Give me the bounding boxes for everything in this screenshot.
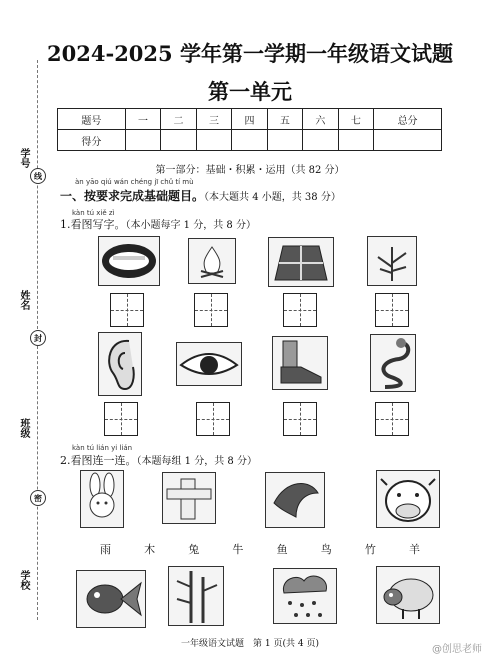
name-label: 姓名: [18, 290, 29, 310]
part1-heading: 第一部分：基础・积累・运用（共 82 分）: [155, 165, 345, 176]
sub1-title: [60, 216, 256, 232]
score-header-row: [58, 109, 442, 130]
writing-grid[interactable]: [375, 402, 409, 436]
char-option[interactable]: 木: [144, 543, 156, 556]
bird-picture: [265, 472, 325, 528]
page-footer: 一年级语文试题 第 1 页(共 4 页): [181, 639, 319, 649]
q1-pinyin: àn yāo qiú wán chéng jī chǔ tí mù: [75, 178, 194, 186]
score-cell: 五: [267, 109, 302, 130]
class-label: 班级: [18, 418, 29, 438]
unit-title: 第一单元: [208, 79, 292, 104]
score-cell: 六: [303, 109, 338, 130]
score-input-cell[interactable]: [196, 130, 231, 151]
grain-picture: [367, 236, 417, 286]
sub2-title-text: 2.看图连一连。: [60, 454, 137, 467]
writing-grid[interactable]: [283, 402, 317, 436]
sheep-picture: [376, 566, 440, 624]
score-input-cell[interactable]: [161, 130, 196, 151]
sub1-note: （本小题每字 1 分，共 8 分）: [125, 220, 256, 231]
score-cell: 四: [232, 109, 267, 130]
field-picture: [268, 237, 334, 287]
writing-grid[interactable]: [375, 293, 409, 327]
q1-title-text: 一、按要求完成基础题目。: [60, 189, 205, 203]
char-option[interactable]: 兔: [188, 543, 200, 556]
score-input-cell[interactable]: [232, 130, 267, 151]
char-option[interactable]: 雨: [100, 543, 111, 556]
sub2-title: [60, 452, 257, 468]
score-cell: 题号: [58, 109, 126, 130]
seal-feng: 封: [30, 330, 46, 346]
score-input-cell[interactable]: [338, 130, 373, 151]
writing-grid[interactable]: [110, 293, 144, 327]
writing-grid[interactable]: [196, 402, 230, 436]
q1-note: （本大题共 4 小题，共 38 分）: [204, 192, 341, 203]
score-cell: 七: [338, 109, 373, 130]
foot-picture: [272, 336, 328, 390]
q1-title: [60, 187, 341, 204]
score-input-cell[interactable]: [374, 130, 442, 151]
score-input-cell[interactable]: [267, 130, 302, 151]
sub2-pinyin: kàn tú lián yi lián: [72, 444, 133, 452]
sub2-note: （本题每组 1 分，共 8 分）: [136, 456, 257, 467]
wood-picture: [162, 472, 216, 524]
school-label: 学校: [18, 570, 29, 590]
char-option[interactable]: 鸟: [320, 543, 332, 556]
char-option[interactable]: 羊: [408, 543, 420, 556]
char-option[interactable]: 鱼: [276, 543, 288, 556]
score-cell: 三: [196, 109, 231, 130]
score-table: [57, 108, 442, 151]
exam-title: 2024-2025 学年第一学期一年级语文试题: [47, 41, 453, 66]
writing-grid[interactable]: [194, 293, 228, 327]
cow-picture: [376, 470, 440, 528]
score-cell: 二: [161, 109, 196, 130]
score-row: [58, 130, 442, 151]
ear-picture: [98, 332, 142, 396]
sub1-pinyin: kàn tú xiě zì: [72, 209, 115, 217]
char-option[interactable]: 牛: [232, 543, 244, 556]
score-input-cell[interactable]: [125, 130, 160, 151]
fish-picture: [76, 570, 146, 628]
score-cell: 一: [125, 109, 160, 130]
mouth-picture: [98, 236, 160, 286]
bamboo-picture: [168, 566, 224, 626]
watermark: @创思老师: [432, 644, 482, 655]
character-row: [100, 541, 420, 557]
char-option[interactable]: 竹: [364, 543, 376, 556]
sub1-title-text: 1.看图写字。: [60, 218, 126, 231]
seal-mi: 密: [30, 490, 46, 506]
student-id-label: 学号: [18, 148, 29, 168]
seal-xian: 线: [30, 168, 46, 184]
rabbit-picture: [80, 470, 124, 528]
writing-grid[interactable]: [104, 402, 138, 436]
score-input-cell[interactable]: [303, 130, 338, 151]
writing-grid[interactable]: [283, 293, 317, 327]
score-cell: 总分: [374, 109, 442, 130]
eye-picture: [176, 342, 242, 386]
score-label: 得分: [58, 130, 126, 151]
snake-picture: [370, 334, 416, 392]
rain-picture: [273, 568, 337, 624]
fire-picture: [188, 238, 236, 284]
